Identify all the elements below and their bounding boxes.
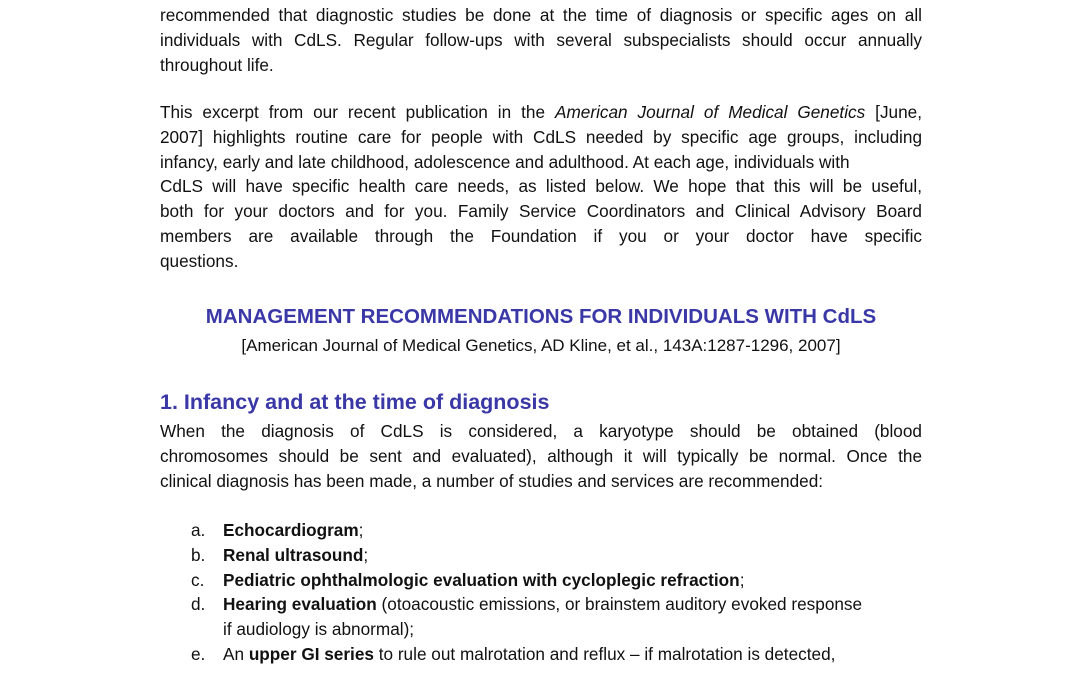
intro-paragraph [160,3,922,77]
intro-line-1: recommended that diagnostic studies be done at the time of diagnosis or specific ages on all [160,5,922,25]
list-item: a. Echocardiogram; [160,518,922,543]
excerpt-line-3: infancy, early and late childhood, adolescence and adulthood. At each age, individuals with [160,151,850,172]
intro-line-2: individuals with CdLS. Regular follow-ups with several subspecialists should occur annually [160,29,922,50]
excerpt-line-7: questions. [160,250,239,271]
section-1-line-3: clinical diagnosis has been made, a number of studies and services are recommended: [160,470,824,491]
section-1-line-1: When the diagnosis of CdLS is considered, a karyotype should be obtained (blood [160,421,922,441]
excerpt-line-2: 2007] highlights routine care for people with CdLS needed by specific age groups, including [160,126,922,147]
list-item: b. Renal ultrasound; [160,543,922,568]
excerpt-line-4: CdLS will have specific health care needs, as listed below. We hope that this will be useful, [160,176,922,197]
list-item: c. Pediatric ophthalmologic evaluation with cycloplegic refraction; [160,568,922,593]
list-item-continuation: if audiology is abnormal); [223,619,415,640]
list-marker: e. [191,643,206,664]
section-1-paragraph [160,419,922,493]
list-item: e. An upper GI series to rule out malrotation and reflux – if malrotation is detected, [160,642,922,667]
list-marker: a. [191,520,206,540]
page-heading: MANAGEMENT RECOMMENDATIONS FOR INDIVIDUALS WITH CdLS [205,305,877,328]
intro-line-3: throughout life. [160,54,274,75]
excerpt-line-1: This excerpt from our recent publication in the American Journal of Medical Genetics [June, [160,102,923,122]
list-marker: b. [191,544,206,565]
citation: [American Journal of Medical Genetics, AD Kline, et al., 143A:1287-1296, 2007] [241,336,841,355]
list-marker: c. [191,569,205,590]
journal-name: American Journal of Medical Genetics [555,102,866,122]
excerpt-line-6: members are available through the Foundation if you or your doctor have specific [160,225,922,246]
excerpt-paragraph [160,100,922,274]
recommendation-list [160,518,922,667]
section-1-line-2: chromosomes should be sent and evaluated), although it will typically be normal. Once the [160,445,922,466]
list-marker: d. [191,594,206,615]
section-1-title: 1. Infancy and at the time of diagnosis [160,390,550,414]
list-item: d. Hearing evaluation (otoacoustic emissions, or brainstem auditory evoked response [160,592,922,617]
excerpt-line-5: both for your doctors and for you. Family Service Coordinators and Clinical Advisory Board [160,201,922,222]
